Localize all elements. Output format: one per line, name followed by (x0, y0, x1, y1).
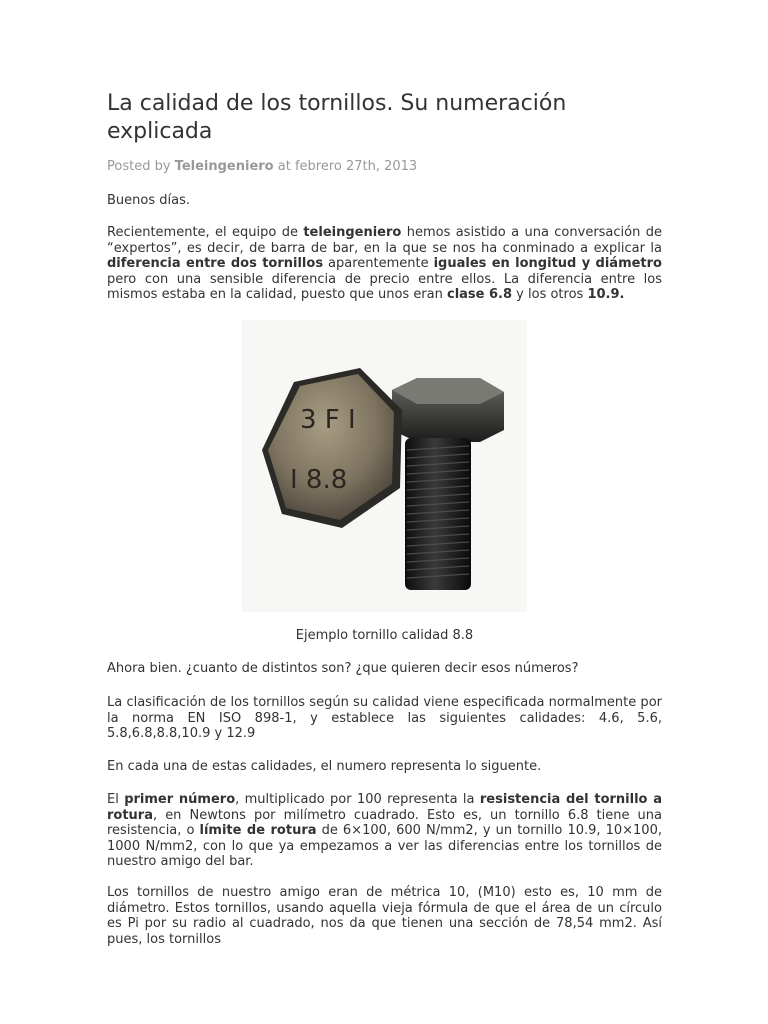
image-caption: Ejemplo tornillo calidad 8.8 (295, 628, 474, 643)
author-link[interactable]: Teleingeniero (174, 159, 274, 174)
bolt-illustration (242, 320, 527, 612)
question-paragraph: Ahora bien. ¿cuanto de distintos son? ¿que quieren decir esos números? (107, 661, 579, 676)
posted-by-label: Posted by (107, 159, 171, 174)
intro-paragraph: Recientemente, el equipo de teleingeniero hemos asistido a una conversación de “expertos”, es decir, de barra de bar, en la que se nos ha conminado a explicar la diferencia entre dos tornillos aparentemente iguales en longitud y diámetro pero con una sensible diferencia de precio entre ellos. La diferencia entre los mismos estaba en la calidad, puesto que unos eran clase 6.8 y los otros 10.9. (107, 225, 662, 302)
brand-name: teleingeniero (303, 225, 402, 240)
post-meta (107, 159, 417, 174)
meaning-paragraph: En cada una de estas calidades, el numero representa lo siguente. (107, 759, 542, 774)
article-title: La calidad de los tornillos. Su numeración explicada (107, 91, 567, 144)
post-date: at febrero 27th, 2013 (277, 159, 418, 174)
greeting-paragraph: Buenos días. (107, 193, 190, 208)
section-paragraph: Los tornillos de nuestro amigo eran de métrica 10, (M10) esto es, 10 mm de diámetro. Estos tornillos, usando aquella vieja fórmula de que el área de un círculo es Pi por su radio al cuadrado, nos da que tienen una sección de 78,54 mm2. Así pues, los tornillos (107, 885, 662, 947)
classification-paragraph: La clasificación de los tornillos según su calidad viene especificada normalmente por la norma EN ISO 898-1, y establece las siguientes calidades: 4.6, 5.6, 5.8,6.8,8.8,10.9 y 12.9 (107, 695, 662, 741)
bolt-photo (242, 320, 527, 612)
first-number-paragraph: El primer número, multiplicado por 100 representa la resistencia del tornillo a rotura, en Newtons por milímetro cuadrado. Esto es, un tornillo 6.8 tiene una resistencia, o límite de rotura de 6×100, 600 N/mm2, y un tornillo 10.9, 10×100, 1000 N/mm2, con lo que ya empezamos a ver las diferencias entre los tornillos de nuestro amigo del bar. (107, 792, 663, 869)
head-marking-bottom: I 8.8 (290, 465, 348, 495)
head-marking-top: 3 F I (300, 405, 356, 435)
